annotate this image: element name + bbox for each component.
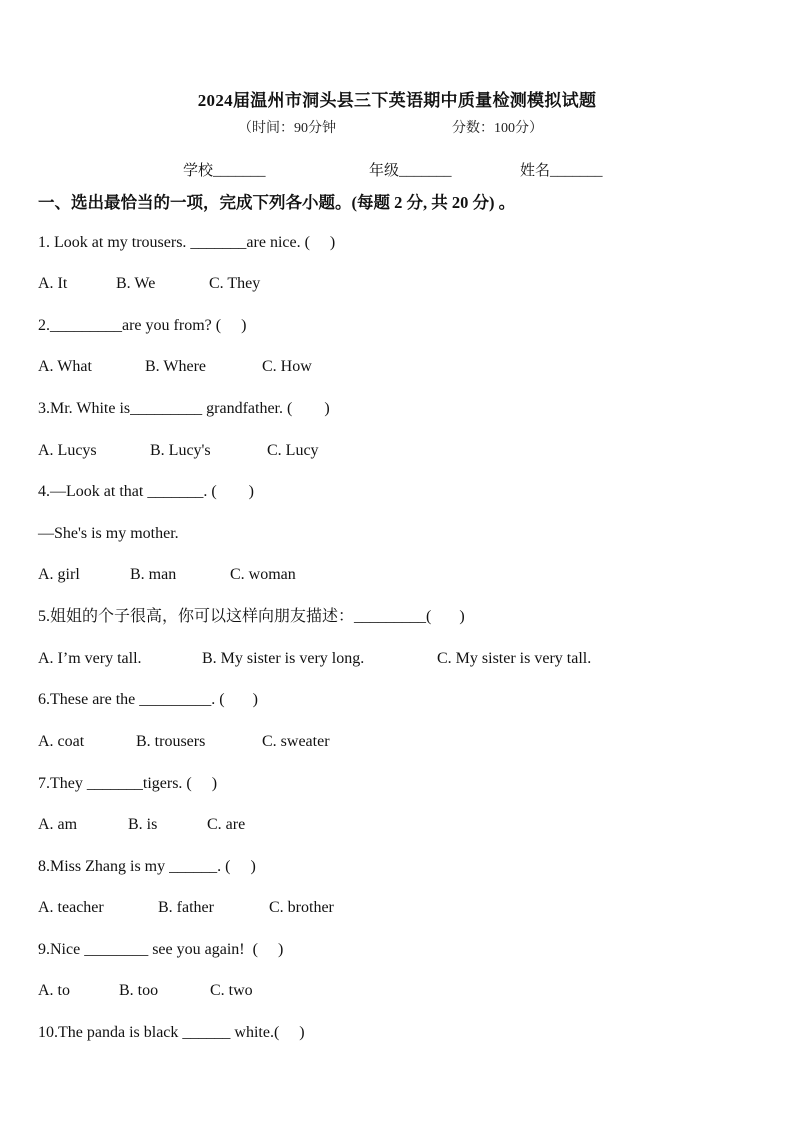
option-c: C. sweater <box>262 733 330 750</box>
question-8-options <box>38 898 738 918</box>
page-title: 2024届温州市洞头县三下英语期中质量检测模拟试题 <box>197 91 597 110</box>
question-3-options <box>38 441 738 461</box>
option-c: C. How <box>262 358 312 375</box>
question-5-options <box>38 649 738 669</box>
question-9: 9.Nice ________ see you again! ( ) <box>38 941 284 958</box>
question-6-options <box>38 732 738 752</box>
option-a: A. It <box>38 275 68 292</box>
option-a: A. I’m very tall. <box>38 650 142 667</box>
option-b: B. Where <box>145 358 207 375</box>
grade-field: 年级_______ <box>369 163 452 179</box>
option-b: B. father <box>158 899 214 916</box>
option-a: A. Lucys <box>38 442 97 459</box>
option-c: C. They <box>209 275 261 292</box>
option-c: C. My sister is very tall. <box>437 650 592 667</box>
option-b: B. man <box>130 566 177 583</box>
question-10: 10.The panda is black ______ white.( ) <box>38 1024 305 1041</box>
option-c: C. Lucy <box>267 442 319 459</box>
question-4-options <box>38 565 738 585</box>
option-b: B. My sister is very long. <box>202 650 365 667</box>
option-b: B. We <box>116 275 156 292</box>
question-1: 1. Look at my trousers. _______are nice. ( ) <box>38 234 336 251</box>
option-c: C. brother <box>269 899 334 916</box>
option-c: C. woman <box>230 566 296 583</box>
question-5: 5.姐姐的个子很高，你可以这样向朋友描述：_________( ) <box>38 608 465 625</box>
option-a: A. What <box>38 358 92 375</box>
question-2: 2._________are you from? ( ) <box>38 317 247 334</box>
question-1-options <box>38 274 738 294</box>
question-2-options <box>38 357 738 377</box>
section-heading: 一、选出最恰当的一项，完成下列各小题。(每题 2 分, 共 20 分) 。 <box>38 193 516 212</box>
option-b: B. trousers <box>136 733 206 750</box>
school-field: 学校_______ <box>183 163 266 179</box>
option-a: A. girl <box>38 566 80 583</box>
question-3: 3.Mr. White is_________ grandfather. ( ) <box>38 400 330 417</box>
option-c: C. are <box>207 816 246 833</box>
exam-time: （时间：90分钟 <box>238 121 336 136</box>
question-4-dialogue: —She's is my mother. <box>38 525 179 542</box>
exam-score: 分数：100分） <box>452 121 543 136</box>
question-6: 6.These are the _________. ( ) <box>38 691 258 708</box>
option-c: C. two <box>210 982 253 999</box>
question-9-options <box>38 981 738 1001</box>
option-a: A. teacher <box>38 899 104 916</box>
option-a: A. am <box>38 816 78 833</box>
question-8: 8.Miss Zhang is my ______. ( ) <box>38 858 256 875</box>
option-a: A. coat <box>38 733 85 750</box>
question-7: 7.They _______tigers. ( ) <box>38 775 218 792</box>
option-a: A. to <box>38 982 70 999</box>
question-7-options <box>38 815 738 835</box>
option-b: B. too <box>119 982 159 999</box>
option-b: B. Lucy's <box>150 442 211 459</box>
name-field: 姓名_______ <box>520 163 603 179</box>
question-4: 4.—Look at that _______. ( ) <box>38 483 254 500</box>
option-b: B. is <box>128 816 158 833</box>
